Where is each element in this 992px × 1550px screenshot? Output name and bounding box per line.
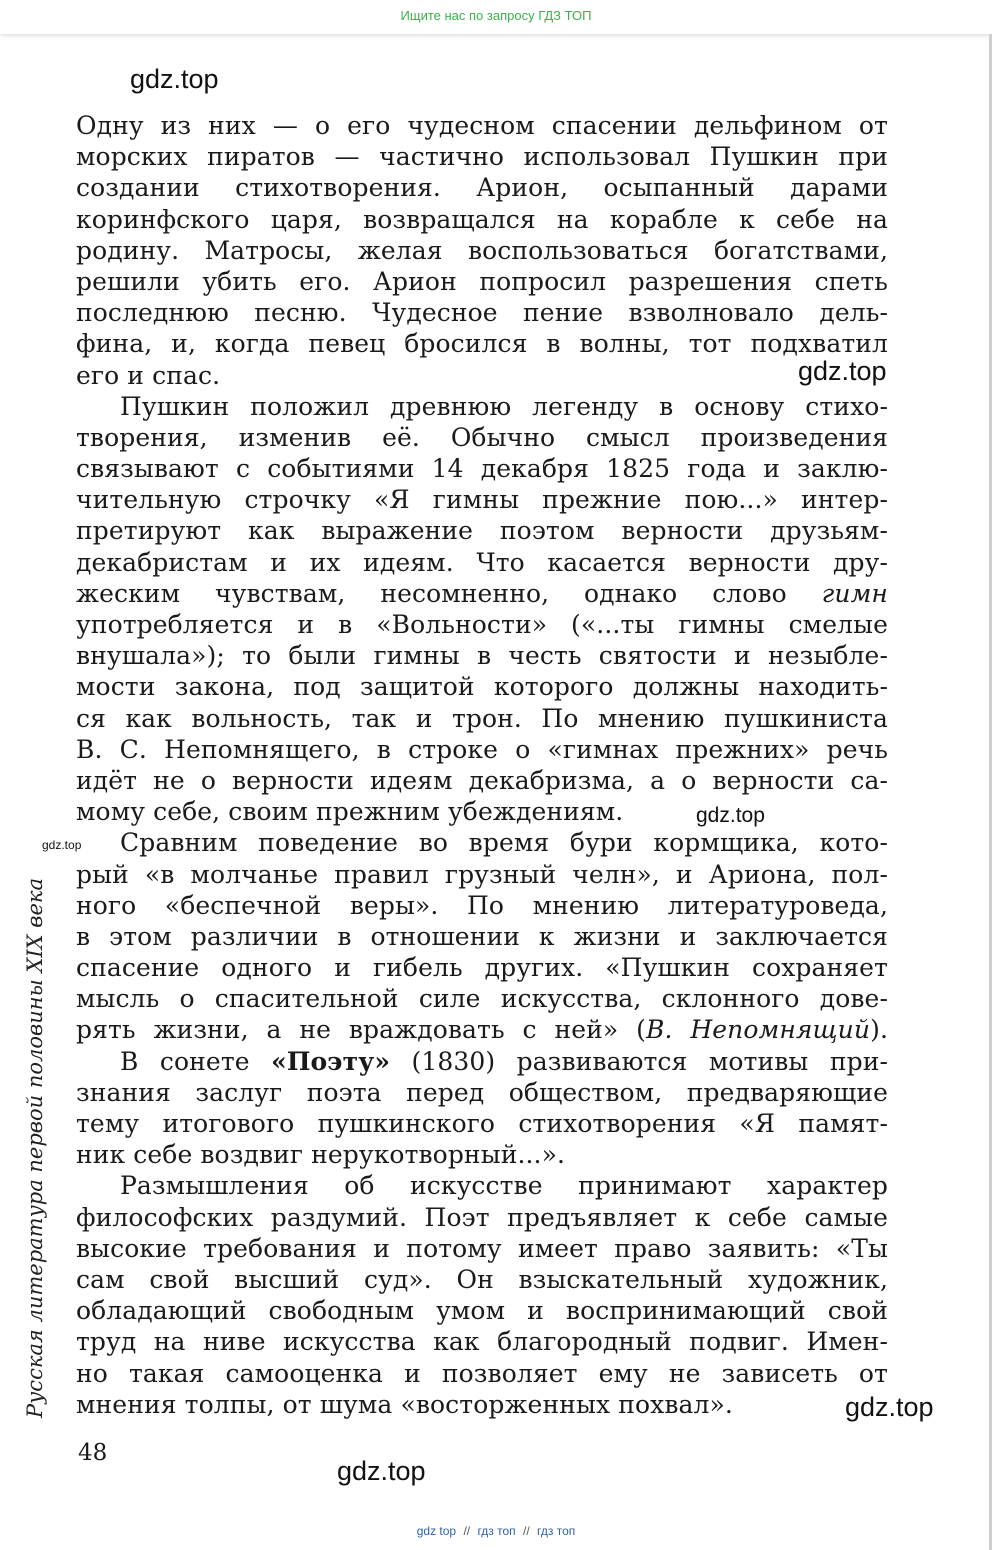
watermark: gdz.top	[798, 356, 887, 386]
text-line: творения, изменив её. Обычно смысл произведения	[76, 422, 888, 452]
text-line: чительную строчку «Я гимны прежние пою...» интер-	[76, 485, 888, 515]
text-line: его и спас.	[76, 360, 221, 390]
text-line: декабристам и их идеям. Что касается верности дру-	[76, 547, 888, 577]
text-line	[76, 578, 888, 609]
text-line: но такая самооценка и позволяет ему не зависеть от	[76, 1358, 888, 1388]
footer-link[interactable]: гдз топ	[537, 1524, 576, 1538]
watermark: gdz.top	[696, 804, 765, 827]
italic-author: В. Непомнящий	[646, 1015, 871, 1045]
bold-title: «Поэту»	[271, 1046, 391, 1076]
italic-word: гимн	[821, 578, 889, 608]
text-line: знания заслуг поэта перед обществом, предваряющие	[76, 1077, 888, 1107]
footer	[0, 1524, 992, 1538]
text-line: спасение одного и гибель других. «Пушкин сохраняет	[76, 953, 888, 983]
text-line: высокие требования и потому имеет право заявить: «Ты	[76, 1233, 888, 1263]
footer-link[interactable]: гдз топ	[477, 1524, 516, 1538]
text-run: В сонете	[120, 1046, 250, 1076]
text-line: в этом различии в отношении к жизни и заключается	[76, 921, 888, 951]
watermark: gdz.top	[130, 64, 219, 94]
text-line	[76, 1014, 888, 1045]
text-line: ного «беспечной веры». По мнению литературоведа,	[76, 890, 888, 920]
text-line: Размышления об искусстве принимают характер	[120, 1171, 888, 1201]
text-run: жеским чувствам, несомненно, однако слово	[76, 578, 787, 608]
top-banner-link[interactable]: Ищите нас по запросу ГДЗ ТОП	[400, 8, 592, 23]
text-line: претируют как выражение поэтом верности друзьям-	[76, 516, 888, 546]
running-head: Русская литература первой половины XIX века	[23, 878, 47, 1418]
text-line: коринфского царя, возвращался на корабле к себе на	[76, 204, 888, 234]
text-line: мысль о спасительной силе искусства, склонного дове-	[76, 984, 888, 1014]
text-line: употребляется и в «Вольности» («...ты гимны смелые	[76, 610, 888, 639]
watermark: gdz.top	[337, 1456, 426, 1486]
text-line: тему итогового пушкинского стихотворения «Я памят-	[76, 1109, 888, 1138]
text-line: мости закона, под защитой которого должны находить-	[76, 672, 888, 702]
text-line: Одну из них — о его чудесном спасении дельфином от	[76, 111, 888, 140]
text-run: ).	[870, 1015, 888, 1045]
text-line: В. С. Непомнящего, в строке о «гимнах прежних» речь	[76, 734, 888, 764]
text-line: фина, и, когда певец бросился в волны, тот подхватил	[76, 329, 888, 359]
text-line: ник себе воздвиг нерукотворный...».	[76, 1140, 566, 1170]
top-banner	[0, 0, 992, 34]
text-line: создании стихотворения. Арион, осыпанный дарами	[76, 173, 888, 203]
text-run: развиваются мотивы при-	[516, 1046, 888, 1076]
footer-separator: //	[463, 1524, 471, 1538]
text-line: идёт не о верности идеям декабризма, а о верности са-	[76, 765, 888, 795]
page-text	[76, 110, 888, 1420]
page-number: 48	[78, 1440, 108, 1466]
text-line	[76, 1046, 888, 1077]
text-line: Сравним поведение во время бури кормщика, кото-	[120, 828, 888, 858]
watermark: gdz.top	[845, 1392, 934, 1422]
text-run: (1830)	[411, 1046, 496, 1076]
footer-separator: //	[523, 1524, 530, 1538]
text-line: морских пиратов — частично использовал Пушкин при	[76, 142, 888, 172]
text-run: рять жизни, а не враждовать с ней» (	[76, 1015, 646, 1045]
text-line: мнения толпы, от шума «восторженных похвал».	[76, 1389, 733, 1419]
watermark: gdz.top	[42, 838, 82, 852]
footer-link[interactable]: gdz top	[416, 1524, 457, 1538]
text-line: обладающий свободным умом и воспринимающий свой	[76, 1296, 888, 1326]
text-line: родину. Матросы, желая воспользоваться богатствами,	[76, 235, 888, 265]
text-line: ся как вольность, так и трон. По мнению пушкиниста	[76, 703, 888, 733]
text-line: рый «в молчанье правил грузный челн», и Ариона, пол-	[76, 859, 888, 889]
text-line: Пушкин положил древнюю легенду в основу стихо-	[120, 391, 888, 421]
text-line: связывают с событиями 14 декабря 1825 года и заклю-	[76, 454, 888, 484]
text-line: решили убить его. Арион попросил разрешения спеть	[76, 266, 888, 296]
text-line: последнюю песню. Чудесное пение взволновало дель-	[76, 298, 888, 328]
text-line: философских раздумий. Поэт предъявляет к себе самые	[76, 1202, 888, 1232]
text-line: мому себе, своим прежним убеждениям.	[76, 797, 624, 827]
text-line: труд на ниве искусства как благородный подвиг. Имен-	[76, 1327, 888, 1357]
text-line: сам свой высший суд». Он взыскательный художник,	[76, 1264, 888, 1294]
text-line: внушала»); то были гимны в честь святости и незыбле-	[76, 641, 888, 671]
